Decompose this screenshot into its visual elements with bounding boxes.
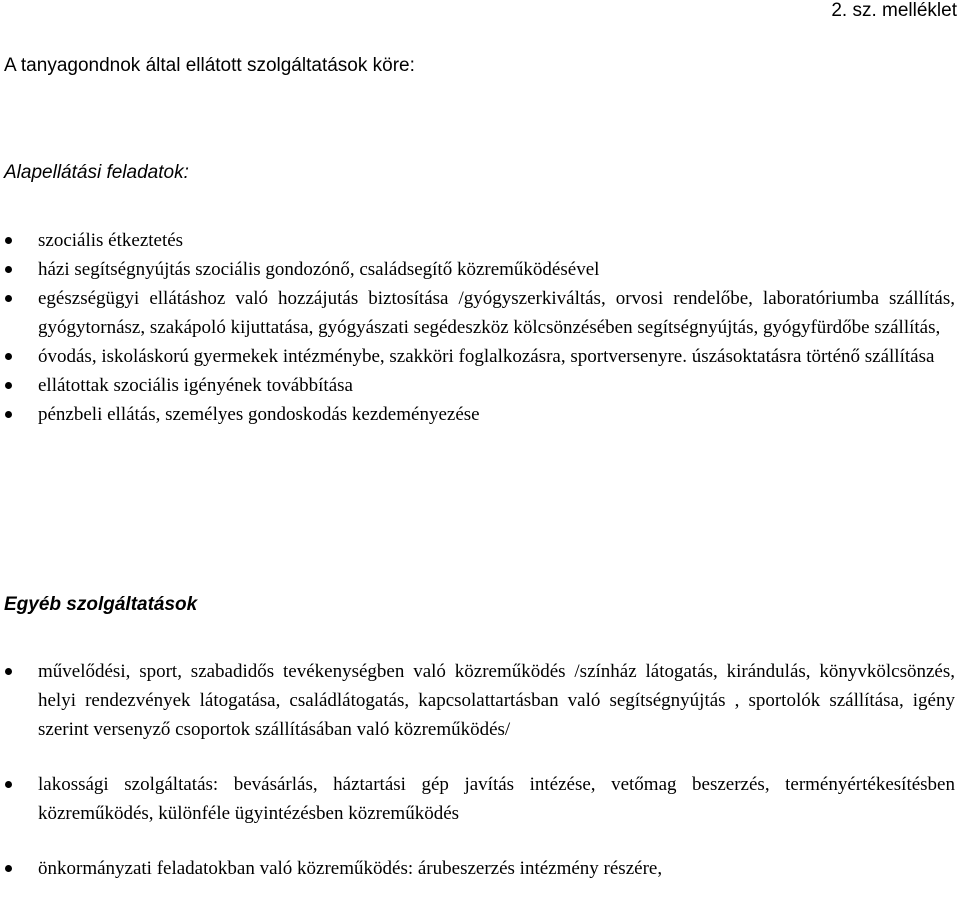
list-item-text: pénzbeli ellátás, személyes gondoskodás kezdeményezése — [38, 404, 480, 425]
bullet-icon — [5, 295, 12, 302]
list-item — [0, 854, 959, 883]
other-services-list — [0, 657, 959, 883]
bullet-icon — [5, 411, 12, 418]
bullet-icon — [5, 668, 12, 675]
section-heading-other-services: Egyéb szolgáltatások — [4, 594, 198, 615]
list-item — [0, 770, 959, 828]
list-item — [0, 342, 959, 371]
bullet-icon — [5, 353, 12, 360]
list-item — [0, 371, 959, 400]
list-item-text: ellátottak szociális igényének továbbítása — [38, 375, 353, 396]
annex-label: 2. sz. melléklet — [831, 0, 957, 21]
basic-services-list — [0, 226, 959, 429]
list-item — [0, 284, 959, 342]
bullet-icon — [5, 266, 12, 273]
list-item-text: művelődési, sport, szabadidős tevékenységben való közreműködés /színház látogatás, kirándulás, könyvkölcsönzés, helyi rendezvények látogatása, családlátogatás, kapcsolattartásban való segítségnyújtás , sportolók szállítása, igény szerint versenyző csoportok szállításában való közreműködés/ — [38, 661, 955, 740]
bullet-icon — [5, 237, 12, 244]
bullet-icon — [5, 382, 12, 389]
list-item-text: házi segítségnyújtás szociális gondozónő, családsegítő közreműködésével — [38, 259, 600, 280]
list-item — [0, 226, 959, 255]
list-item — [0, 657, 959, 744]
list-item-text: óvodás, iskoláskorú gyermekek intézménybe, szakköri foglalkozásra, sportversenyre. úszásoktatásra történő szállítása — [38, 346, 935, 367]
list-item — [0, 255, 959, 284]
bullet-icon — [5, 781, 12, 788]
section-heading-basic-services: Alapellátási feladatok: — [4, 162, 189, 183]
list-item-text: egészségügyi ellátáshoz való hozzájutás biztosítása /gyógyszerkiváltás, orvosi rendelőbe, laboratóriumba szállítás, gyógytornász, szakápoló kijuttatása, gyógyászati segédeszköz kölcsönzésében segítségnyújtás, gyógyfürdőbe szállítás, — [38, 288, 955, 338]
list-item-text: szociális étkeztetés — [38, 230, 184, 251]
list-item — [0, 400, 959, 429]
document-title: A tanyagondnok által ellátott szolgáltatások köre: — [4, 55, 415, 76]
bullet-icon — [5, 865, 12, 872]
list-item-text: lakossági szolgáltatás: bevásárlás, háztartási gép javítás intézése, vetőmag beszerzés, terményértékesítésben közreműködés, különféle ügyintézésben közreműködés — [38, 774, 955, 824]
list-item-text: önkormányzati feladatokban való közreműködés: árubeszerzés intézmény részére, — [38, 858, 663, 879]
